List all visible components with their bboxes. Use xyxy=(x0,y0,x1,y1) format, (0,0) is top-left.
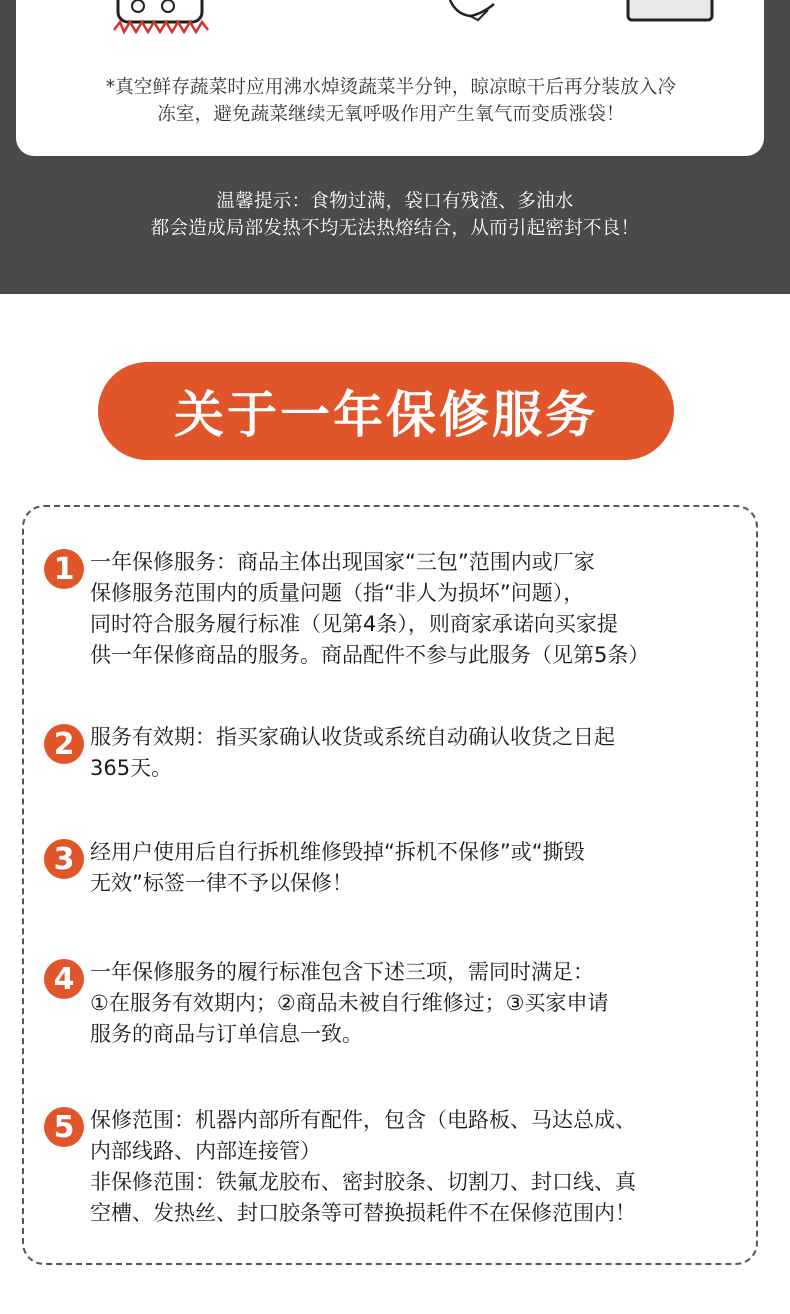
rule-number-badge: 4 xyxy=(44,959,84,999)
rule-line: 一年保修服务的履行标准包含下述三项，需同时满足： xyxy=(90,960,594,984)
tip-line: 温馨提示：食物过满，袋口有残渣、多油水 xyxy=(216,191,574,212)
rule-number-badge: 5 xyxy=(44,1107,84,1147)
rule-line: 内部线路、内部连接管） xyxy=(90,1139,321,1163)
rule-line: 经用户使用后自行拆机维修毁掉“拆机不保修”或“撕毁 xyxy=(90,840,585,864)
rule-number-badge: 3 xyxy=(44,839,84,879)
warranty-rules-box xyxy=(22,505,758,1265)
rule-line: 365天。 xyxy=(90,756,173,780)
note-line: 冻室，避免蔬菜继续无氧呼吸作用产生氧气而变质涨袋！ xyxy=(157,104,625,125)
rule-line: 服务有效期：指买家确认收货或系统自动确认收货之日起 xyxy=(90,725,615,749)
bag-corner-illustration xyxy=(448,0,498,22)
note-line: *真空鲜存蔬菜时应用沸水焯烫蔬菜半分钟，晾凉晾干后再分装放入冷 xyxy=(105,77,677,98)
rule-number-badge: 1 xyxy=(44,549,84,589)
rule-line: 空槽、发热丝、封口胶条等可替换损耗件不在保修范围内！ xyxy=(90,1201,636,1225)
rule-line: 保修范围：机器内部所有配件，包含（电路板、马达总成、 xyxy=(90,1108,636,1132)
rule-line: 一年保修服务：商品主体出现国家“三包”范围内或厂家 xyxy=(90,550,595,574)
vegetable-storage-note xyxy=(46,74,736,128)
rule-text xyxy=(90,547,750,671)
tip-line: 都会造成局部发热不均无法热熔结合，从而引起密封不良！ xyxy=(150,218,640,239)
rule-line: ①在服务有效期内；②商品未被自行维修过；③买家申请 xyxy=(90,991,609,1015)
rule-text xyxy=(90,1105,750,1229)
rule-text xyxy=(90,722,750,784)
rule-line: 非保修范围：铁氟龙胶布、密封胶条、切割刀、封口线、真 xyxy=(90,1170,636,1194)
vacuum-sealer-illustration xyxy=(112,0,212,36)
top-dark-section xyxy=(0,0,790,294)
rule-line: 服务的商品与订单信息一致。 xyxy=(90,1022,363,1046)
rule-text xyxy=(90,837,750,899)
rule-line: 无效”标签一律不予以保修！ xyxy=(90,871,353,895)
rule-line: 保修服务范围内的质量问题（指“非人为损坏”问题）， xyxy=(90,581,585,605)
section-title: 关于一年保修服务 xyxy=(98,362,674,460)
rule-line: 供一年保修商品的服务。商品配件不参与此服务（见第5条） xyxy=(90,643,650,667)
container-illustration xyxy=(624,0,716,24)
rule-text xyxy=(90,957,750,1050)
warm-tip xyxy=(0,188,790,242)
rule-line: 同时符合服务履行标准（见第4条），则商家承诺向买家提 xyxy=(90,612,618,636)
storage-tip-card xyxy=(16,0,764,156)
rule-number-badge: 2 xyxy=(44,724,84,764)
